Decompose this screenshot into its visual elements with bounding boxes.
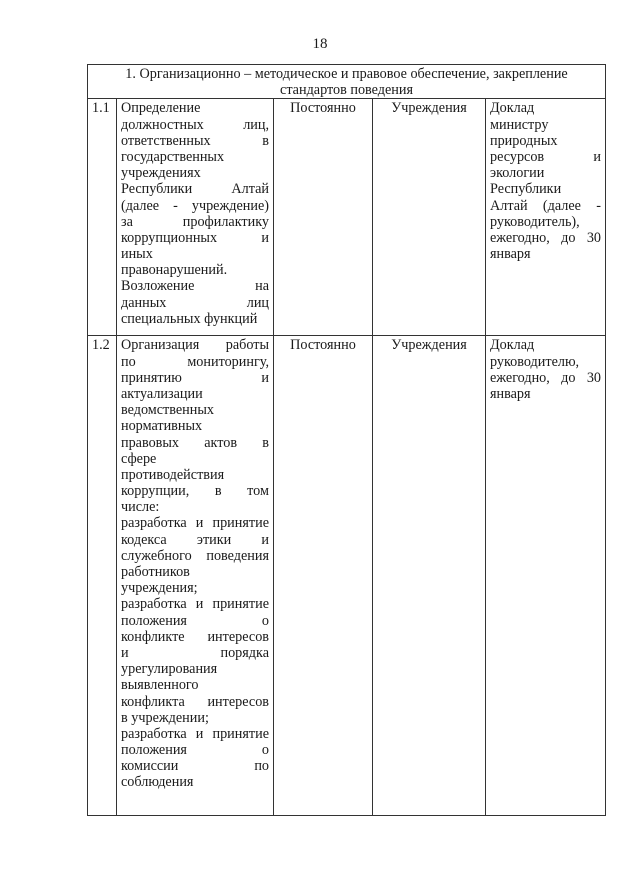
section-title-line: стандартов поведения (280, 82, 413, 99)
text-line: государственных (121, 148, 225, 165)
executor-cell: Учреждения (373, 336, 486, 816)
section-title (88, 65, 606, 99)
section-header-row (88, 65, 606, 99)
text-line: коррупции, в том (121, 483, 269, 500)
executor-cell: Учреждения (373, 99, 486, 336)
text-line: Организация работы (121, 337, 269, 354)
text-line: ежегодно, до 30 (490, 229, 601, 246)
text-line: правонарушений. (121, 262, 228, 279)
text-line: актуализации (121, 385, 203, 402)
measures-table (87, 64, 606, 816)
text-line: разработка и принятие (121, 515, 269, 532)
text-line: конфликта интересов (121, 693, 269, 710)
text-line: природных (490, 132, 558, 149)
text-line: Возложение на (121, 278, 269, 295)
text-line: учреждения; (121, 580, 198, 597)
text-line: января (490, 385, 531, 402)
table-row (88, 336, 606, 816)
row-number: 1.1 (88, 99, 117, 336)
text-line: соблюдения (121, 774, 194, 791)
text-line: положения о (121, 742, 269, 759)
text-line: ведомственных (121, 402, 214, 419)
text-line: специальных функций (121, 310, 258, 327)
text-line: Республики (490, 181, 562, 198)
text-line: руководитель), (490, 213, 580, 230)
text-line: правовых актов в (121, 434, 269, 451)
text-line: разработка и принятие (121, 596, 269, 613)
text-line: в учреждении; (121, 709, 209, 726)
measure-description (117, 336, 274, 816)
text-line: Алтай (далее - (490, 197, 601, 214)
row-number: 1.2 (88, 336, 117, 816)
text-line: ежегодно, до 30 (490, 369, 601, 386)
text-line: Доклад (490, 100, 535, 117)
text-line: и порядка (121, 644, 269, 661)
text-line: (далее - учреждение) (121, 197, 269, 214)
text-line: экологии (490, 165, 545, 182)
report-cell (486, 336, 606, 816)
table-row (88, 99, 606, 336)
text-line: сфере (121, 450, 157, 467)
text-line: противодействия (121, 466, 225, 483)
text-line: учреждениях (121, 165, 201, 182)
text-line: коррупционных и (121, 229, 269, 246)
text-line: Определение (121, 100, 201, 117)
text-line: числе: (121, 499, 160, 516)
text-line: января (490, 246, 531, 263)
text-line: кодекса этики и (121, 531, 269, 548)
page-number: 18 (312, 36, 328, 52)
text-line: за профилактику (121, 213, 269, 230)
text-line: нормативных (121, 418, 203, 435)
report-cell (486, 99, 606, 336)
text-line: Республики Алтай (121, 181, 269, 198)
text-line: должностных лиц, (121, 116, 269, 133)
measure-description (117, 99, 274, 336)
term-cell: Постоянно (274, 336, 373, 816)
text-line: служебного поведения (121, 547, 269, 564)
text-line: по мониторингу, (121, 353, 269, 370)
text-line: Доклад (490, 337, 535, 354)
text-line: иных (121, 246, 153, 263)
text-line: принятию и (121, 369, 269, 386)
term-cell: Постоянно (274, 99, 373, 336)
text-line: ответственных в (121, 132, 269, 149)
text-line: урегулирования (121, 661, 218, 678)
text-line: комиссии по (121, 758, 269, 775)
text-line: выявленного (121, 677, 199, 694)
section-title-line: 1. Организационно – методическое и правовое обеспечение, закрепление (125, 66, 568, 82)
text-line: положения о (121, 612, 269, 629)
text-line: руководителю, (490, 353, 580, 370)
text-line: работников (121, 564, 190, 580)
text-line: конфликте интересов (121, 628, 269, 645)
text-line: министру (490, 116, 549, 133)
text-line: разработка и принятие (121, 725, 269, 742)
text-line: данных лиц (121, 294, 269, 311)
text-line: ресурсов и (490, 148, 602, 165)
